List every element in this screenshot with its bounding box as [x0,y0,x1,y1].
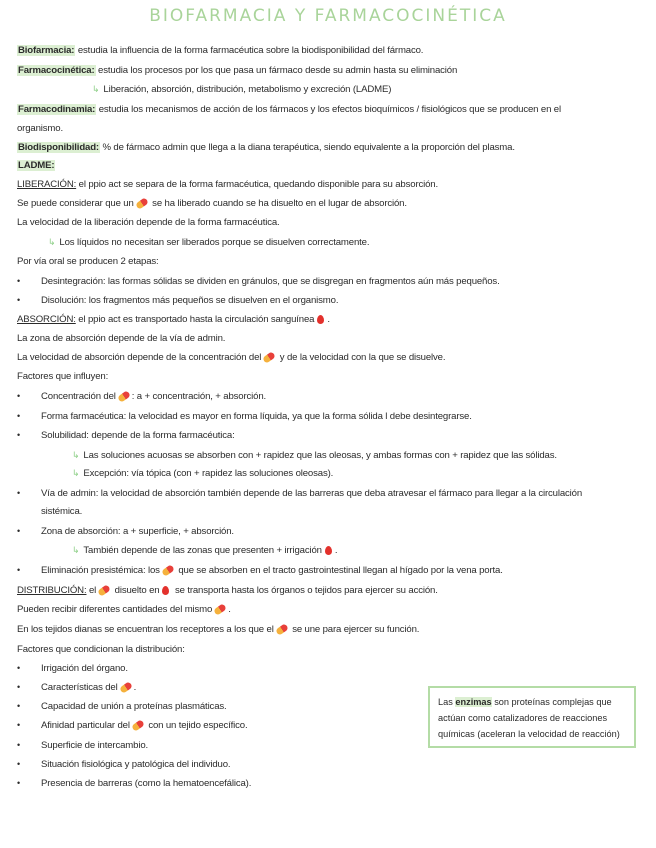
list-item: Eliminación presistémica: los que se absorben en el tracto gastrointestinal llegan al hígado por la vena porta. [41,565,503,576]
page-title: BIOFARMACIA Y FARMACOCINÉTICA [149,6,507,26]
text-line: En los tejidos dianas se encuentran los receptores a los que el se une para ejercer su función. [17,624,420,635]
list-item: Zona de absorción: a + superficie, + absorción. [41,526,234,537]
arrow-icon: ↳ [92,84,100,94]
ladme-subnote: ↳ Liberación, absorción, distribución, metabolismo y excreción (LADME) [92,84,392,95]
bullet-icon: • [17,565,21,575]
text-line: La zona de absorción depende de la vía de admin. [17,333,226,344]
bullet-icon: • [17,411,21,421]
definition-biofarmacia: Biofarmacia: estudia la influencia de la forma farmacéutica sobre la biodisponibilidad del fármaco. [18,45,424,56]
list-item: Disolución: los fragmentos más pequeños se disuelven en el organismo. [41,295,339,306]
section-absorcion: ABSORCIÓN: el ppio act es transportado hasta la circulación sanguínea . [17,314,330,325]
definition-farmacodinamia: Farmacodinamia: estudia los mecanismos de acción de los fármacos y los efectos bioquímicos / fisiológicos que se producen en el [18,104,561,115]
list-item: Concentración del : a + concentración, + absorción. [41,391,267,402]
pill-icon [262,351,276,364]
text-line: Factores que influyen: [17,371,109,382]
text-line: organismo. [17,123,63,134]
blood-drop-icon [317,315,324,324]
pill-icon [117,390,131,403]
text-line: Factores que condicionan la distribución: [17,644,185,655]
sub-note: ↳ Excepción: vía tópica (con + rapidez las soluciones oleosas). [72,468,334,479]
bullet-icon: • [17,430,21,440]
bullet-icon: • [17,391,21,401]
arrow-icon: ↳ [48,237,56,247]
definition-biodisponibilidad: Biodisponibilidad: % de fármaco admin que llega a la diana terapéutica, siendo equivalente a la proporción del plasma. [18,142,515,153]
enzymes-note-box: Las enzimas son proteínas complejas que actúan como catalizadores de reacciones químicas (aceleran la velocidad de reacción) [428,686,636,748]
arrow-icon: ↳ [72,450,80,460]
list-item: Solubilidad: depende de la forma farmacéutica: [41,430,235,441]
bullet-icon: • [17,740,21,750]
section-distribucion: DISTRIBUCIÓN: el disuelto en se transporta hasta los órganos o tejidos para ejercer su acción. [17,585,438,596]
sub-note: ↳ Las soluciones acuosas se absorben con + rapidez que las oleosas, y ambas formas con + rapidez que las sólidas. [72,450,557,461]
list-item: Forma farmacéutica: la velocidad es mayor en forma líquida, ya que la forma sólida l debe desintegrarse. [41,411,472,422]
pill-icon [135,197,149,210]
text-line: La velocidad de absorción depende de la concentración del y de la velocidad con la que se disuelve. [17,352,446,363]
definition-farmacocinetica: Farmacocinética: estudia los procesos por los que pasa un fármaco desde su admin hasta su eliminación [18,65,458,76]
pill-icon [275,623,289,636]
text-line: sistémica. [41,506,83,517]
list-item: Afinidad particular del con un tejido específico. [41,720,248,731]
list-item: Superficie de intercambio. [41,740,149,751]
list-item: Situación fisiológica y patológica del individuo. [41,759,231,770]
heading-ladme: LADME: [18,160,55,171]
text-line: Se puede considerar que un se ha liberado cuando se ha disuelto en el lugar de absorción. [17,198,407,209]
text-line: La velocidad de la liberación depende de la forma farmacéutica. [17,217,280,228]
blood-drop-icon [162,586,169,595]
bullet-icon: • [17,701,21,711]
bullet-icon: • [17,276,21,286]
list-item: Características del . [41,682,137,693]
pill-icon [161,564,175,577]
sub-note: ↳ También depende de las zonas que presenten + irrigación . [72,545,338,556]
list-item: Vía de admin: la velocidad de absorción también depende de las barreras que deba atravesar el fármaco para llegar a la circulación [41,488,583,499]
bullet-icon: • [17,663,21,673]
sub-note: ↳ Los líquidos no necesitan ser liberados porque se disuelven correctamente. [48,237,370,248]
list-item: Presencia de barreras (como la hematoencefálica). [41,778,252,789]
bullet-icon: • [17,295,21,305]
list-item: Desintegración: las formas sólidas se dividen en gránulos, que se disgregan en fragmentos aún más pequeños. [41,276,500,287]
bullet-icon: • [17,720,21,730]
bullet-icon: • [17,526,21,536]
pill-icon [97,584,111,597]
blood-drop-icon [325,546,332,555]
text-line: Pueden recibir diferentes cantidades del mismo . [17,604,231,615]
bullet-icon: • [17,759,21,769]
list-item: Capacidad de unión a proteínas plasmáticas. [41,701,227,712]
pill-icon [131,719,145,732]
pill-icon [213,603,227,616]
arrow-icon: ↳ [72,545,80,555]
text-line: Por vía oral se producen 2 etapas: [17,256,159,267]
bullet-icon: • [17,488,21,498]
pill-icon [119,681,133,694]
bullet-icon: • [17,682,21,692]
bullet-icon: • [17,778,21,788]
arrow-icon: ↳ [72,468,80,478]
list-item: Irrigación del órgano. [41,663,128,674]
section-liberacion: LIBERACIÓN: el ppio act se separa de la forma farmacéutica, quedando disponible para su absorción. [17,179,439,190]
